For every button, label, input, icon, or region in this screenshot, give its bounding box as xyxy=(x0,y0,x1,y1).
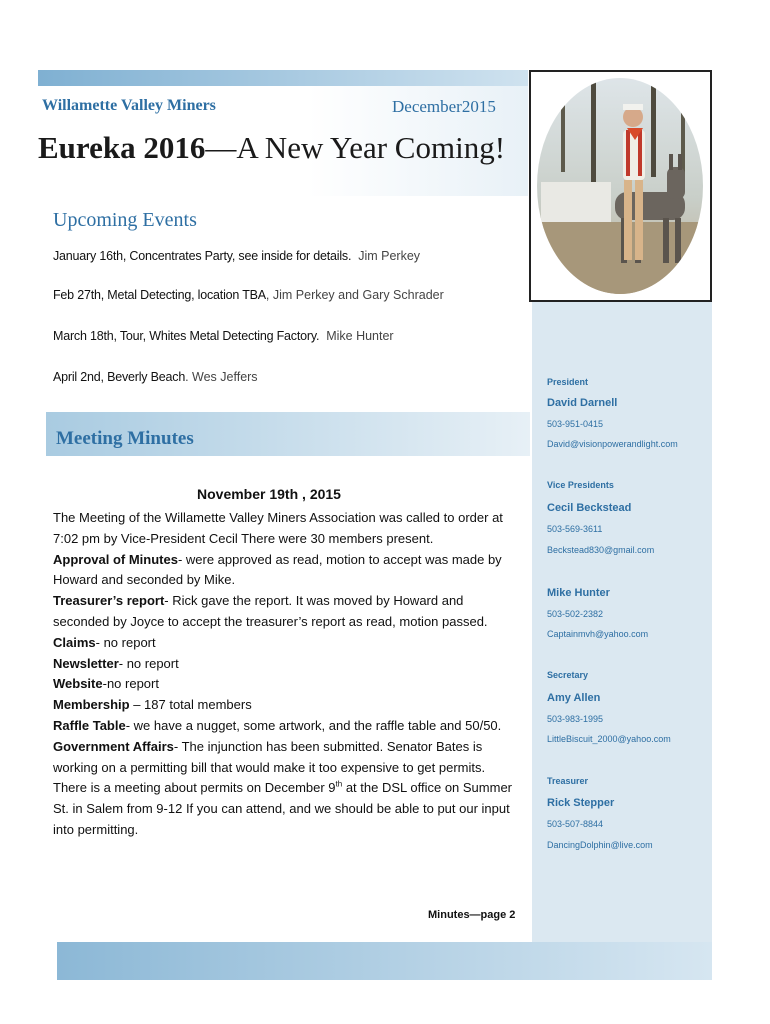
footer-accent-bar xyxy=(57,942,712,980)
officer-phone: 503-951-0415 xyxy=(547,419,604,429)
man-with-donkey-photo xyxy=(529,70,712,302)
event-description: January 16th, Concentrates Party, see inside for details. xyxy=(53,249,352,263)
event-description: April 2nd, Beverly Beach xyxy=(53,370,186,384)
continued-page-link[interactable]: Minutes—page 2 xyxy=(428,909,516,921)
officer-name: Amy Allen xyxy=(547,692,601,704)
officer-phone: 503-983-1995 xyxy=(547,714,604,724)
officer-name: Mike Hunter xyxy=(547,587,610,599)
minutes-item xyxy=(53,654,513,675)
event-item xyxy=(53,329,394,343)
minutes-item-text: -no report xyxy=(102,676,159,692)
officer-email[interactable]: Beckstead830@gmail.com xyxy=(547,545,655,555)
event-item xyxy=(53,249,420,263)
officer-role: Secretary xyxy=(547,670,589,680)
minutes-item-text: - we have a nugget, some artwork, and the raffle table and 50/50. xyxy=(125,717,502,733)
minutes-item-text: – 187 total members xyxy=(129,697,252,713)
minutes-item xyxy=(53,674,513,695)
minutes-item xyxy=(53,591,513,633)
meeting-date: November 19th , 2015 xyxy=(197,486,341,502)
ordinal-suffix: th xyxy=(335,780,343,790)
minutes-item xyxy=(53,716,513,737)
header-accent-bar xyxy=(38,70,528,86)
officer-email[interactable]: David@visionpowerandlight.com xyxy=(547,439,678,449)
minutes-item xyxy=(53,550,513,592)
officer-email[interactable]: LittleBiscuit_2000@yahoo.com xyxy=(547,734,671,744)
event-description: March 18th, Tour, Whites Metal Detecting Factory. xyxy=(53,329,320,343)
minutes-item-label: Newsletter xyxy=(53,655,119,671)
minutes-item-label: Raffle Table xyxy=(53,717,126,733)
meeting-minutes-title: Meeting Minutes xyxy=(56,428,194,449)
minutes-item-text: - no report xyxy=(95,634,156,650)
upcoming-events-title: Upcoming Events xyxy=(53,209,197,231)
event-host: . Wes Jeffers xyxy=(185,370,258,384)
event-host: Jim Perkey xyxy=(358,249,421,263)
officer-phone: 503-507-8844 xyxy=(547,819,604,829)
officer-name: David Darnell xyxy=(547,397,618,409)
officer-role: President xyxy=(547,377,589,387)
officer-email[interactable]: DancingDolphin@live.com xyxy=(547,840,653,850)
officer-name: Rick Stepper xyxy=(547,797,615,809)
minutes-item-text: - Rick gave the report. It was moved by Howard and seconded by Joyce to accept the treasurer’s report as read, motion passed. xyxy=(53,593,488,629)
headline xyxy=(38,130,505,166)
minutes-item-text: - no report xyxy=(118,655,179,671)
event-item xyxy=(53,288,444,302)
minutes-item-label: Website xyxy=(53,676,103,692)
minutes-item-text: - The injunction has been submitted. Senator Bates is working on a permitting bill that would make it too expensive to get permits. There is a meeting about permits on December 9 xyxy=(53,738,486,796)
officer-name: Cecil Beckstead xyxy=(547,502,632,514)
photo-illustration xyxy=(531,72,710,300)
event-item xyxy=(53,370,258,384)
officer-role: Vice Presidents xyxy=(547,480,614,490)
officer-phone: 503-569-3611 xyxy=(547,524,603,534)
minutes-item-label: Membership xyxy=(53,697,130,713)
minutes-intro: The Meeting of the Willamette Valley Miners Association was called to order at 7:02 pm by Vice-President Cecil There were 30 members present. xyxy=(53,510,503,546)
issue-date: December2015 xyxy=(392,97,496,116)
minutes-item-label: Claims xyxy=(53,634,96,650)
event-host: , Jim Perkey and Gary Schrader xyxy=(265,288,444,302)
officer-email[interactable]: Captainmvh@yahoo.com xyxy=(547,629,649,639)
minutes-item-label: Treasurer’s report xyxy=(53,593,165,609)
minutes-item-label: Approval of Minutes xyxy=(53,551,178,567)
minutes-item-label: Government Affairs xyxy=(53,738,174,754)
minutes-item xyxy=(53,633,513,654)
minutes-body xyxy=(53,508,513,841)
officer-phone: 503-502-2382 xyxy=(547,609,604,619)
headline-rest: —A New Year Coming! xyxy=(205,130,506,165)
headline-bold: Eureka 2016 xyxy=(38,130,206,165)
officer-role: Treasurer xyxy=(547,776,589,786)
minutes-item xyxy=(53,695,513,716)
government-affairs-item xyxy=(53,737,513,841)
organization-name: Willamette Valley Miners xyxy=(42,97,216,114)
minutes-item-text: at the DSL office on Summer St. in Salem from 9-12 If you can attend, and we should be able to put our input into permitting. xyxy=(53,780,513,837)
event-host: Mike Hunter xyxy=(326,329,394,343)
minutes-item-text: - were approved as read, motion to accept was made by Howard and seconded by Mike. xyxy=(53,551,502,588)
event-description: Feb 27th, Metal Detecting, location TBA xyxy=(53,288,266,302)
